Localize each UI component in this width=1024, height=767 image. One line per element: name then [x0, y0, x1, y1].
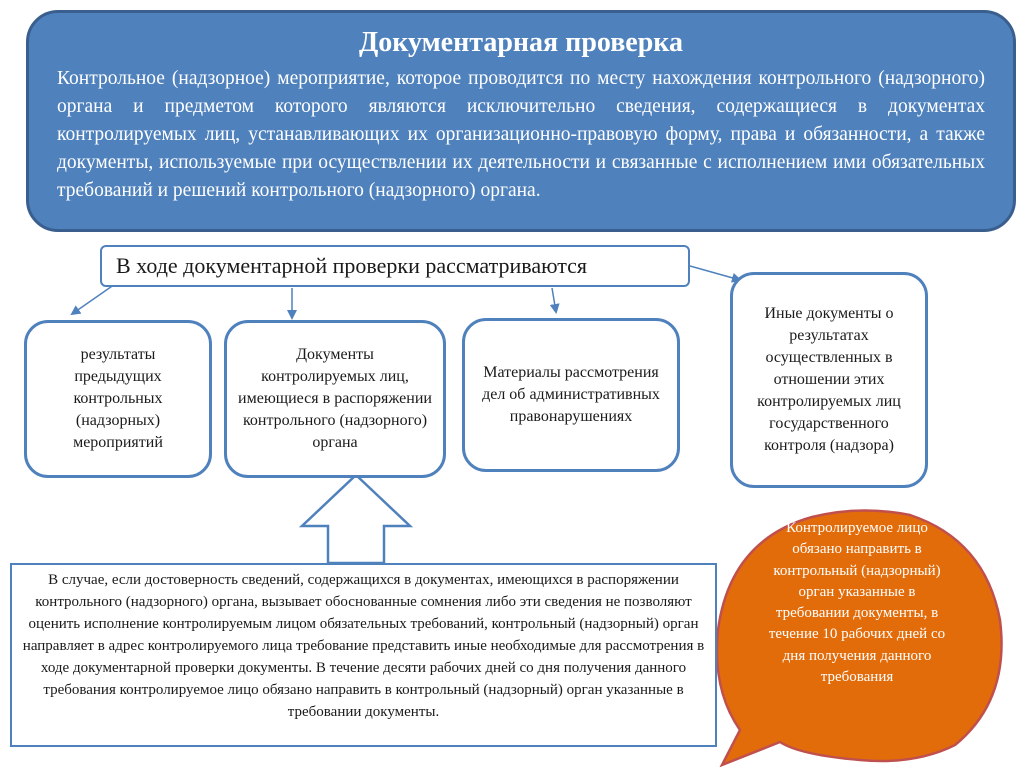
considered-header: В ходе документарной проверки рассматриваются [100, 245, 690, 287]
up-arrow [302, 475, 410, 563]
category-other-documents: Иные документы о результатах осуществленных в отношении этих контролируемых лиц государственного контроля (надзора) [730, 272, 928, 488]
category-controlled-documents: Документы контролируемых лиц, имеющиеся в распоряжении контрольного (надзорного) органа [224, 320, 446, 478]
page-title: Документарная проверка [358, 27, 684, 58]
definition-text: Контрольное (надзорное) мероприятие, которое проводится по месту нахождения контрольного (надзорного) органа и предметом которого являются исключительно сведения, содержащиеся в документах контролируемых лиц, устанавливающих их организационно-правовую форму, права и обязанности, а также документы, используемые при осуществлении их деятельности и связанные с исполнением ими обязательных требований и решений контрольного (надзорного) органа. [57, 68, 985, 201]
category-administrative-cases: Материалы рассмотрения дел об административных правонарушениях [462, 318, 680, 472]
category-previous-results: результаты предыдущих контрольных (надзорных) мероприятий [24, 320, 212, 478]
arrow-to-category-4 [690, 266, 740, 280]
callout-text: Контролируемое лицо обязано направить в контрольный (надзорный) орган указанные в требовании документы, в течение 10 рабочих дней со дня получения данного требования [768, 520, 946, 686]
arrow-to-category-3 [552, 288, 556, 312]
note-box: В случае, если достоверность сведений, содержащихся в документах, имеющихся в распоряжении контрольного (надзорного) органа, вызывает обоснованные сомнения либо эти сведения не позволяют оценить исполнение контролируемым лицом обязательных требований, контрольный (надзорный) орган направляет в адрес контролируемого лица требование представить иные необходимые для рассмотрения в ходе документарной проверки документы. В течение десяти рабочих дней со дня получения данного требования контролируемое лицо обязано направить в контрольный (надзорный) орган указанные в требовании документы. [10, 563, 717, 747]
